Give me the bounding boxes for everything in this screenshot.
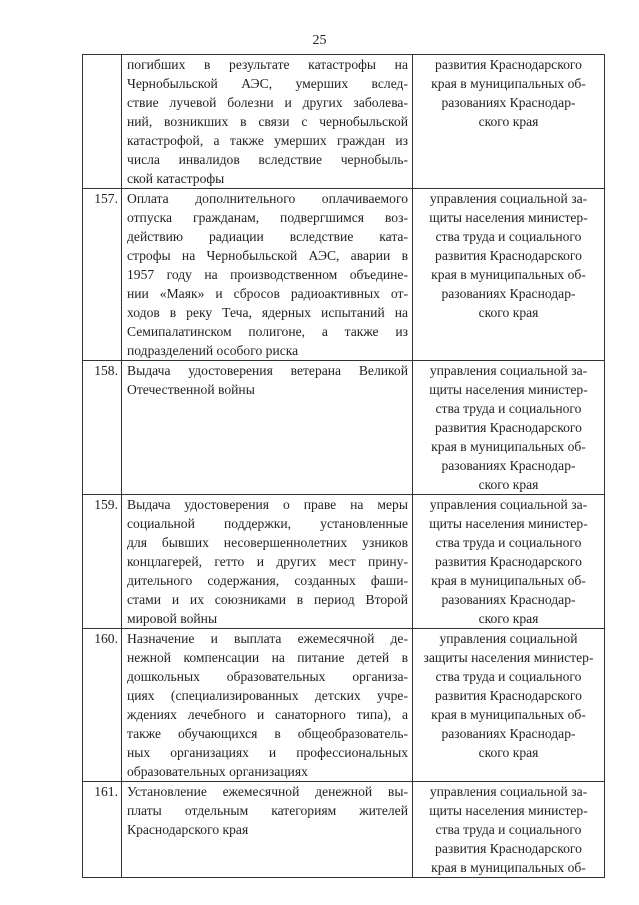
description-line: ходов в реку Теча, ядерных испытаний на [127, 305, 408, 320]
description-line: Отечественной войны [127, 382, 255, 397]
description-line: Семипалатинском полигоне, а также из [127, 324, 408, 339]
responsible-body [413, 55, 605, 189]
description-line: действию радиации вследствие ката- [127, 229, 408, 244]
description-line: ствие лучевой болезни и других заболева- [127, 95, 408, 110]
responsible-line: разованиях Краснодар- [441, 95, 576, 110]
description-line: для бывших несовершеннолетних узников [127, 535, 408, 550]
responsible-line: разованиях Краснодар- [441, 286, 576, 301]
responsible-line: ского края [478, 611, 539, 626]
description-line: нии «Маяк» и сбросов радиоактивных от- [127, 286, 408, 301]
responsible-line: управления социальной за- [429, 191, 588, 206]
description-line: подразделений особого риска [127, 343, 299, 358]
responsible-line: ского края [478, 114, 539, 129]
responsible-body [413, 361, 605, 495]
page-number: 25 [312, 33, 327, 48]
table-body [83, 55, 605, 878]
responsible-line: ского края [478, 477, 539, 492]
row-number: 158. [83, 361, 122, 495]
description-line: ждениях лечебного и санаторного типа), а [127, 707, 408, 722]
responsible-line: края в муниципальных об- [431, 267, 586, 282]
table-row [83, 495, 605, 629]
table-row [83, 629, 605, 782]
responsible-line: разованиях Краснодар- [441, 458, 576, 473]
description-line: ных организациях и профессиональных [127, 745, 408, 760]
description-line: платы отдельным категориям жителей [127, 803, 408, 818]
responsible-line: развития Краснодарского [435, 554, 582, 569]
table-row [83, 782, 605, 878]
description-line: 1957 году на производственном объедине- [127, 267, 408, 282]
description-line: дошкольных образовательных организа- [127, 669, 408, 684]
description-line: образовательных организациях [127, 764, 308, 779]
responsible-line: щиты населения министер- [429, 382, 588, 397]
service-description [122, 629, 413, 782]
responsible-line: края в муниципальных об- [431, 76, 586, 91]
responsible-line: ского края [478, 745, 539, 760]
description-line: Краснодарского края [127, 822, 249, 837]
responsible-line: ства труда и социального [435, 229, 582, 244]
description-line: стами и их союзниками в период Второй [127, 592, 408, 607]
responsible-body [413, 495, 605, 629]
row-number: 157. [83, 189, 122, 361]
description-line: ний, возникших в связи с чернобыльской [127, 114, 408, 129]
responsible-line: разованиях Краснодар- [441, 726, 576, 741]
description-line: также обучающихся в общеобразователь- [127, 726, 408, 741]
row-number: 160. [83, 629, 122, 782]
responsible-line: развития Краснодарского [435, 688, 582, 703]
description-line: мировой войны [127, 611, 218, 626]
responsible-body [413, 189, 605, 361]
description-line: Оплата дополнительного оплачиваемого [127, 191, 408, 206]
responsible-line: защиты населения министер- [423, 650, 594, 665]
responsible-line: управления социальной за- [429, 784, 588, 799]
description-line: строфы на Чернобыльской АЭС, аварии в [127, 248, 408, 263]
responsible-line: управления социальной [439, 631, 578, 646]
responsible-line: разованиях Краснодар- [441, 592, 576, 607]
responsible-line: ского края [478, 305, 539, 320]
description-line: Назначение и выплата ежемесячной де- [127, 631, 408, 646]
description-line: Выдача удостоверения ветерана Великой [127, 363, 408, 378]
responsible-line: развития Краснодарского [435, 248, 582, 263]
description-line: Чернобыльской АЭС, умерших вслед- [127, 76, 408, 91]
row-number: 159. [83, 495, 122, 629]
description-line: катастрофой, а также умерших граждан из [127, 133, 408, 148]
responsible-line: развития Краснодарского [435, 57, 582, 72]
responsible-line: щиты населения министер- [429, 516, 588, 531]
description-line: нежной компенсации на питание детей в [127, 650, 408, 665]
responsible-body [413, 782, 605, 878]
services-table [82, 54, 605, 878]
description-line: концлагерей, гетто и других мест прину- [127, 554, 408, 569]
responsible-line: ства труда и социального [435, 401, 582, 416]
service-description [122, 189, 413, 361]
table-row [83, 189, 605, 361]
table-row [83, 361, 605, 495]
service-description [122, 495, 413, 629]
description-line: циях (специализированных детских учре- [127, 688, 408, 703]
service-description [122, 361, 413, 495]
description-line: Выдача удостоверения о праве на меры [127, 497, 408, 512]
description-line: ской катастрофы [127, 171, 225, 186]
responsible-line: ства труда и социального [435, 535, 582, 550]
responsible-line: ства труда и социального [435, 669, 582, 684]
description-line: числа инвалидов вследствие чернобыль- [127, 152, 408, 167]
responsible-line: развития Краснодарского [435, 420, 582, 435]
responsible-line: щиты населения министер- [429, 210, 588, 225]
row-number [83, 55, 122, 189]
responsible-line: щиты населения министер- [429, 803, 588, 818]
responsible-line: управления социальной за- [429, 363, 588, 378]
description-line: отпуска гражданам, подвергшимся воз- [127, 210, 408, 225]
description-line: Установление ежемесячной денежной вы- [127, 784, 408, 799]
service-description [122, 55, 413, 189]
service-description [122, 782, 413, 878]
responsible-line: края в муниципальных об- [431, 860, 586, 875]
responsible-body [413, 629, 605, 782]
responsible-line: управления социальной за- [429, 497, 588, 512]
responsible-line: развития Краснодарского [435, 841, 582, 856]
responsible-line: края в муниципальных об- [431, 573, 586, 588]
description-line: погибших в результате катастрофы на [127, 57, 408, 72]
responsible-line: края в муниципальных об- [431, 707, 586, 722]
responsible-line: ства труда и социального [435, 822, 582, 837]
table-row [83, 55, 605, 189]
description-line: дительного содержания, созданных фаши- [127, 573, 408, 588]
description-line: социальной поддержки, установленные [127, 516, 408, 531]
responsible-line: края в муниципальных об- [431, 439, 586, 454]
row-number: 161. [83, 782, 122, 878]
